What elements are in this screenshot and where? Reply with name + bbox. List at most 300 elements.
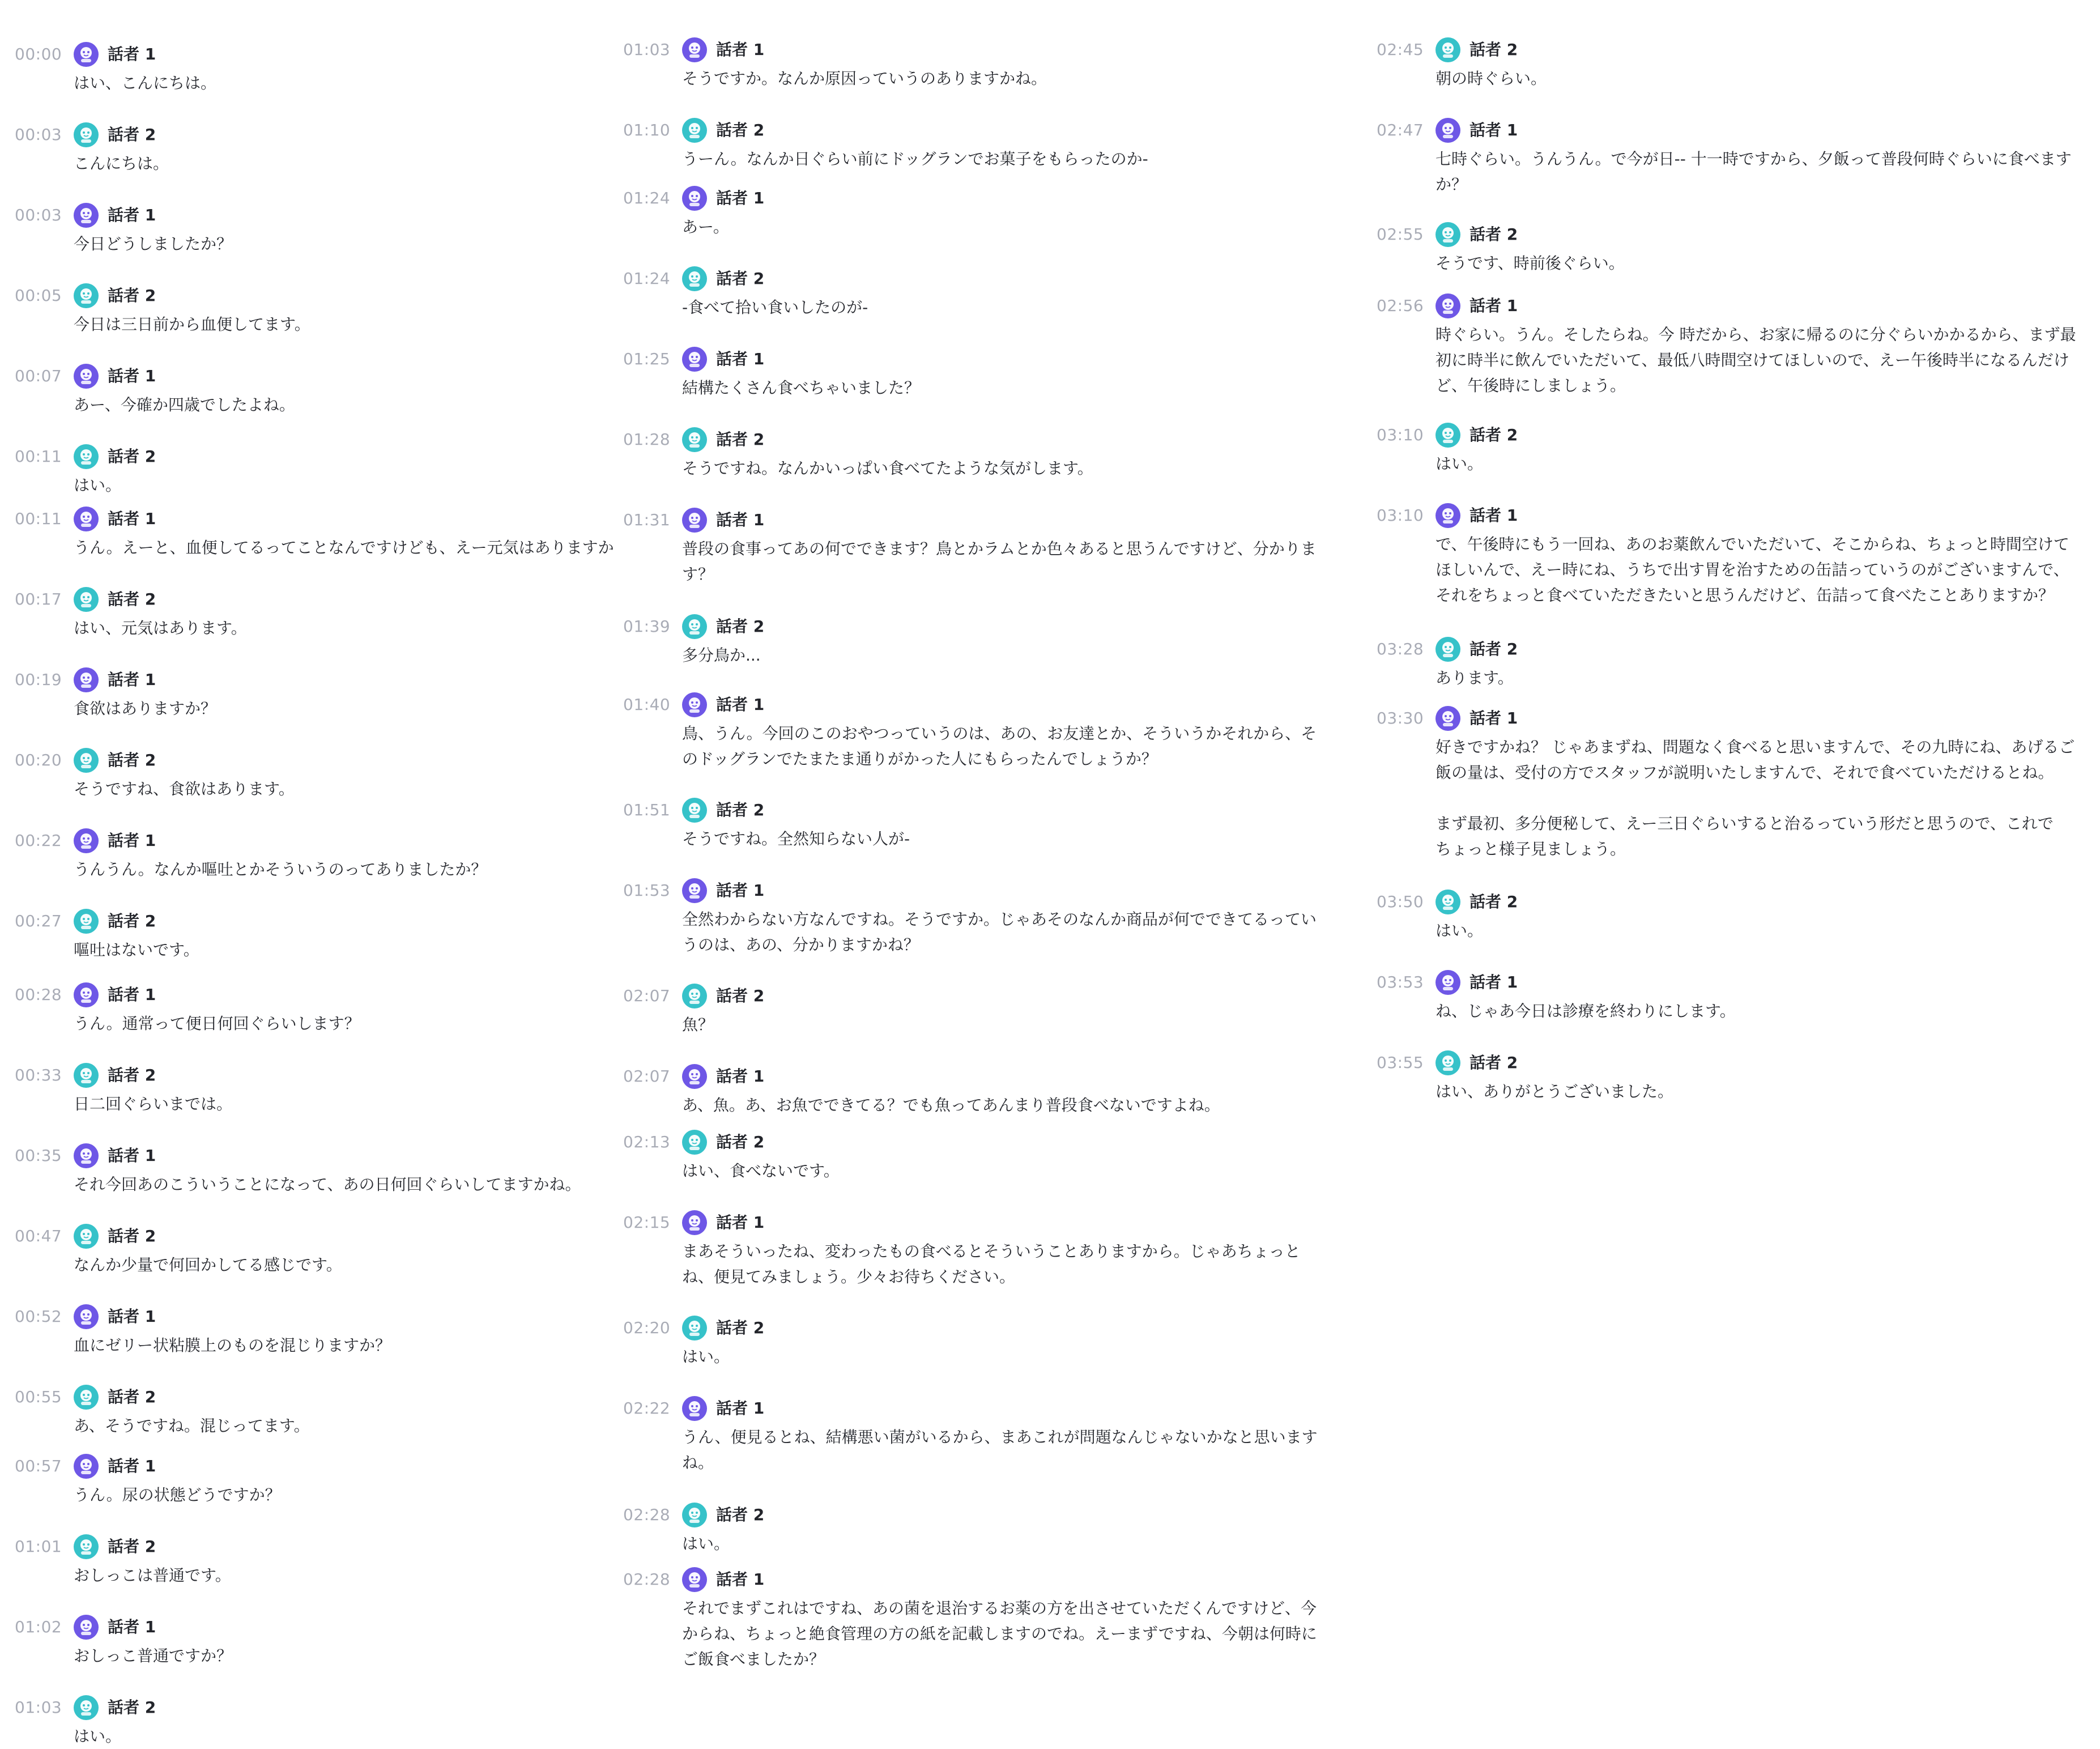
utterance-line: 全然わからない方なんですね。そうですか。じゃあそのなんか商品が何でできてるってい xyxy=(682,910,1317,929)
entry-header xyxy=(15,1059,627,1091)
timestamp[interactable]: 00:11 xyxy=(15,447,62,466)
speaker-label[interactable]: 話者 1 xyxy=(1469,121,1518,139)
speaker-label[interactable]: 話者 1 xyxy=(716,1399,765,1418)
timestamp[interactable]: 00:57 xyxy=(15,1457,62,1475)
transcript-entry[interactable] xyxy=(15,744,627,798)
timestamp[interactable]: 01:03 xyxy=(623,40,671,59)
transcript-entry[interactable] xyxy=(623,794,1320,848)
utterance-line: はい。 xyxy=(74,1727,122,1746)
speaker-label[interactable]: 話者 1 xyxy=(108,367,156,385)
speaker-label[interactable]: 話者 2 xyxy=(1469,1053,1518,1072)
speaker-label[interactable]: 話者 1 xyxy=(716,881,765,900)
transcript-entry[interactable] xyxy=(1377,114,2085,194)
entry-header xyxy=(623,1207,1320,1239)
timestamp[interactable]: 00:35 xyxy=(15,1146,62,1165)
utterance-line xyxy=(1436,785,2085,811)
speaker-label[interactable]: 話者 2 xyxy=(108,447,156,466)
utterance-line: そうですね。なんかいっぱい食べてたような気がします。 xyxy=(682,459,1093,478)
transcript-entry[interactable] xyxy=(15,825,627,879)
timestamp[interactable]: 03:30 xyxy=(1377,709,1424,727)
timestamp[interactable]: 02:22 xyxy=(623,1399,671,1418)
transcript-entry[interactable] xyxy=(15,584,627,637)
speaker-label[interactable]: 話者 1 xyxy=(716,1213,765,1232)
speaker-label[interactable]: 話者 1 xyxy=(1469,709,1518,727)
transcript-entry[interactable] xyxy=(1377,500,2085,605)
entry-header xyxy=(1377,290,2085,322)
entry-header xyxy=(15,744,627,776)
entry-header xyxy=(623,689,1320,721)
utterance-line: はい、こんにちは。 xyxy=(74,74,217,92)
speaker-label[interactable]: 話者 1 xyxy=(108,985,156,1004)
transcript-column-2 xyxy=(623,0,1320,1740)
transcript-entry[interactable] xyxy=(15,664,627,718)
entry-header xyxy=(15,979,627,1011)
transcript-entry[interactable] xyxy=(1377,1047,2085,1101)
utterance-line: それでまずこれはですね、あの菌を退治するお薬の方を出させていただくんですけど、今 xyxy=(682,1599,1317,1618)
timestamp[interactable]: 02:20 xyxy=(623,1318,671,1337)
utterance-line: か？ xyxy=(1436,175,1468,194)
speaker-label[interactable]: 話者 1 xyxy=(108,1307,156,1326)
transcript-entry[interactable] xyxy=(15,360,627,414)
timestamp[interactable]: 01:40 xyxy=(623,695,671,714)
utterance-text xyxy=(1436,250,2085,276)
speaker1-avatar-icon xyxy=(74,1615,99,1640)
transcript-entry[interactable] xyxy=(1377,703,2085,858)
utterance-text xyxy=(74,1643,627,1669)
timestamp[interactable]: 01:01 xyxy=(15,1537,62,1556)
utterance-text xyxy=(1436,322,2085,398)
transcript-entry[interactable] xyxy=(1377,967,2085,1020)
transcript-entry[interactable] xyxy=(623,611,1320,665)
entry-header xyxy=(623,1499,1320,1531)
timestamp[interactable]: 00:47 xyxy=(15,1227,62,1245)
utterance-line: 日二回ぐらいまでは。 xyxy=(74,1095,233,1113)
speaker-label[interactable]: 話者 2 xyxy=(716,617,765,636)
entry-header xyxy=(1377,967,2085,998)
speaker-label[interactable]: 話者 2 xyxy=(716,1318,765,1337)
transcript-entry[interactable] xyxy=(15,1531,627,1585)
timestamp[interactable]: 02:07 xyxy=(623,1067,671,1086)
utterance-text xyxy=(682,214,1320,240)
speaker2-avatar-icon xyxy=(74,909,99,934)
timestamp[interactable]: 00:33 xyxy=(15,1066,62,1084)
timestamp[interactable]: 02:15 xyxy=(623,1213,671,1232)
speaker-label[interactable]: 話者 1 xyxy=(716,350,765,368)
timestamp[interactable]: 01:53 xyxy=(623,881,671,900)
speaker1-avatar-icon xyxy=(682,508,707,533)
transcript-entry[interactable] xyxy=(623,182,1320,236)
utterance-line: 普段の食事ってあの何でできます？鳥とかラムとか色々あると思うんですけど、分かりま xyxy=(682,539,1317,558)
entry-header xyxy=(623,504,1320,536)
utterance-text xyxy=(74,1172,627,1197)
transcript-entry[interactable] xyxy=(623,689,1320,768)
utterance-text xyxy=(1436,1079,2085,1104)
timestamp[interactable]: 01:24 xyxy=(623,269,671,288)
utterance-line: 結構たくさん食べちゃいました？ xyxy=(682,378,921,397)
transcript-entry[interactable] xyxy=(15,1301,627,1355)
speaker1-avatar-icon xyxy=(74,203,99,228)
entry-header xyxy=(1377,114,2085,146)
entry-header xyxy=(15,584,627,615)
timestamp[interactable]: 00:19 xyxy=(15,670,62,689)
utterance-line: 血にゼリー状粘膜上のものを混じりますか？ xyxy=(74,1336,391,1355)
utterance-line: あー、今確か四歳でしたよね。 xyxy=(74,395,295,414)
transcript-entry[interactable] xyxy=(15,1692,627,1746)
speaker2-avatar-icon xyxy=(74,748,99,773)
utterance-text xyxy=(682,1595,1320,1672)
transcript-entry[interactable] xyxy=(15,979,627,1033)
utterance-text xyxy=(682,536,1320,587)
transcript-entry[interactable] xyxy=(15,280,627,334)
speaker-label[interactable]: 話者 1 xyxy=(108,1146,156,1165)
timestamp[interactable]: 02:13 xyxy=(623,1133,671,1151)
transcript-entry[interactable] xyxy=(623,1499,1320,1553)
entry-header xyxy=(623,114,1320,146)
entry-header xyxy=(623,34,1320,66)
transcript-entry[interactable] xyxy=(623,424,1320,478)
entry-header xyxy=(623,875,1320,907)
speaker-label[interactable]: 話者 2 xyxy=(716,1505,765,1524)
timestamp[interactable]: 02:45 xyxy=(1377,40,1424,59)
utterance-line: 食欲はありますか？ xyxy=(74,699,217,718)
speaker2-avatar-icon xyxy=(682,798,707,823)
timestamp[interactable]: 00:11 xyxy=(15,509,62,528)
transcript-entry[interactable] xyxy=(15,119,627,173)
utterance-text xyxy=(1436,531,2085,608)
transcript-entry[interactable] xyxy=(15,905,627,959)
entry-header xyxy=(15,1692,627,1724)
utterance-line: なんか少量で何回かしてる感じです。 xyxy=(74,1256,342,1274)
utterance-text xyxy=(74,1482,627,1508)
transcript-column-1 xyxy=(15,0,627,1746)
speaker2-avatar-icon xyxy=(74,1534,99,1559)
timestamp[interactable]: 02:07 xyxy=(623,986,671,1005)
entry-header xyxy=(623,1061,1320,1092)
transcript-entry[interactable] xyxy=(1377,34,2085,88)
utterance-text xyxy=(682,375,1320,401)
transcript-entry[interactable] xyxy=(15,199,627,253)
timestamp[interactable]: 00:55 xyxy=(15,1388,62,1406)
speaker-label[interactable]: 話者 1 xyxy=(716,1067,765,1086)
utterance-line: それをちょっと食べていただきたいと思うんだけど、缶詰って食べたことありますか？ xyxy=(1436,586,2055,605)
speaker1-avatar-icon xyxy=(1436,503,1460,528)
utterance-line: うん、便見るとね、結構悪い菌がいるから、まあこれが問題なんじゃないかなと思います xyxy=(682,1428,1318,1446)
speaker-label[interactable]: 話者 2 xyxy=(108,1066,156,1084)
speaker-label[interactable]: 話者 2 xyxy=(108,1537,156,1556)
speaker-label[interactable]: 話者 1 xyxy=(1469,296,1518,315)
entry-header xyxy=(623,794,1320,826)
utterance-line: 七時ぐらい。うんうん。で今が日-- 十一時ですから、夕飯って普段何時ぐらいに食べます xyxy=(1436,150,2072,168)
transcript-entry[interactable] xyxy=(15,503,627,557)
utterance-line: そうですか。なんか原因っていうのありますかね。 xyxy=(682,69,1047,88)
speaker2-avatar-icon xyxy=(74,587,99,612)
speaker1-avatar-icon xyxy=(682,1567,707,1592)
timestamp[interactable]: 03:53 xyxy=(1377,973,1424,991)
transcript-entry[interactable] xyxy=(15,441,627,495)
speaker-label[interactable]: 話者 1 xyxy=(716,510,765,529)
speaker-label[interactable]: 話者 1 xyxy=(1469,506,1518,525)
utterance-text xyxy=(682,826,1320,852)
timestamp[interactable]: 00:03 xyxy=(15,206,62,224)
entry-header xyxy=(15,503,627,535)
timestamp[interactable]: 00:22 xyxy=(15,831,62,850)
utterance-line: ね、便見てみましょう。少々お待ちください。 xyxy=(682,1267,1016,1286)
speaker-label[interactable]: 話者 1 xyxy=(108,1618,156,1636)
transcript-entry[interactable] xyxy=(623,263,1320,317)
utterance-text xyxy=(74,937,627,963)
utterance-line: ご飯食べましたか？ xyxy=(682,1650,825,1669)
timestamp[interactable]: 00:28 xyxy=(15,985,62,1004)
utterance-line: はい。 xyxy=(74,476,122,495)
transcript-entry[interactable] xyxy=(623,343,1320,397)
timestamp[interactable]: 00:03 xyxy=(15,125,62,144)
speaker-label[interactable]: 話者 1 xyxy=(108,670,156,689)
transcript-entry[interactable] xyxy=(1377,219,2085,273)
timestamp[interactable]: 00:07 xyxy=(15,367,62,385)
timestamp[interactable]: 01:31 xyxy=(623,510,671,529)
speaker-label[interactable]: 話者 1 xyxy=(108,509,156,528)
speaker-label[interactable]: 話者 1 xyxy=(108,831,156,850)
timestamp[interactable]: 01:25 xyxy=(623,350,671,368)
entry-header xyxy=(15,119,627,151)
speaker2-avatar-icon xyxy=(1436,423,1460,448)
transcript-entry[interactable] xyxy=(1377,633,2085,687)
utterance-text xyxy=(74,857,627,882)
utterance-line: 今日どうしましたか？ xyxy=(74,235,233,253)
entry-header xyxy=(15,360,627,392)
timestamp[interactable]: 02:47 xyxy=(1377,121,1424,139)
utterance-line: まず最初、多分便秘して、えー三日ぐらいすると治るっていう形だと思うので、これで xyxy=(1436,814,2054,833)
utterance-line: 今日は三日前から血便してます。 xyxy=(74,315,310,334)
entry-header xyxy=(15,1450,627,1482)
timestamp[interactable]: 00:00 xyxy=(15,45,62,63)
utterance-line: うん。えーと、血便してるってことなんですけども、えー元気はありますか xyxy=(74,538,614,557)
entry-header xyxy=(1377,500,2085,531)
timestamp[interactable]: 01:10 xyxy=(623,121,671,139)
speaker-label[interactable]: 話者 2 xyxy=(108,125,156,144)
utterance-line: そうですね、食欲はあります。 xyxy=(74,780,295,798)
utterance-line: 嘔吐はないです。 xyxy=(74,941,199,959)
entry-header xyxy=(15,1531,627,1563)
transcript-entry[interactable] xyxy=(15,1140,627,1194)
entry-header xyxy=(15,905,627,937)
timestamp[interactable]: 02:28 xyxy=(623,1570,671,1589)
entry-header xyxy=(1377,1047,2085,1079)
speaker2-avatar-icon xyxy=(74,1224,99,1249)
transcript-entry[interactable] xyxy=(623,1126,1320,1180)
entry-header xyxy=(623,1564,1320,1595)
speaker-label[interactable]: 話者 2 xyxy=(1469,40,1518,59)
timestamp[interactable]: 01:24 xyxy=(623,189,671,207)
utterance-text xyxy=(1436,66,2085,91)
transcript-entry[interactable] xyxy=(15,1611,627,1665)
timestamp[interactable]: 03:10 xyxy=(1377,506,1424,525)
transcript-column-3 xyxy=(1377,0,2085,1740)
utterance-text xyxy=(74,776,627,802)
timestamp[interactable]: 00:17 xyxy=(15,590,62,608)
speaker-label[interactable]: 話者 2 xyxy=(716,430,765,449)
entry-header xyxy=(1377,703,2085,734)
speaker-label[interactable]: 話者 1 xyxy=(108,206,156,224)
transcript-entry[interactable] xyxy=(623,980,1320,1034)
speaker2-avatar-icon xyxy=(1436,890,1460,914)
speaker-label[interactable]: 話者 1 xyxy=(716,189,765,207)
transcript-entry[interactable] xyxy=(1377,886,2085,940)
speaker-label[interactable]: 話者 2 xyxy=(716,269,765,288)
speaker-label[interactable]: 話者 2 xyxy=(108,912,156,930)
utterance-text xyxy=(1436,146,2085,197)
transcript-entry[interactable] xyxy=(623,34,1320,88)
speaker1-avatar-icon xyxy=(682,186,707,211)
speaker-label[interactable]: 話者 1 xyxy=(108,1457,156,1475)
transcript-entry[interactable] xyxy=(623,504,1320,584)
speaker-label[interactable]: 話者 1 xyxy=(1469,973,1518,991)
utterance-text xyxy=(74,696,627,721)
speaker1-avatar-icon xyxy=(1436,706,1460,731)
transcript-entry[interactable] xyxy=(623,1207,1320,1286)
speaker2-avatar-icon xyxy=(1436,637,1460,662)
speaker-label[interactable]: 話者 2 xyxy=(1469,225,1518,244)
speaker2-avatar-icon xyxy=(682,984,707,1008)
utterance-line: -食べて拾い食いしたのが- xyxy=(682,298,868,317)
utterance-text xyxy=(74,231,627,257)
utterance-line: 多分鳥か... xyxy=(682,646,761,665)
timestamp[interactable]: 03:28 xyxy=(1377,640,1424,658)
timestamp[interactable]: 00:27 xyxy=(15,912,62,930)
utterance-line: うん。通常って便日何回ぐらいします？ xyxy=(74,1014,360,1033)
utterance-text xyxy=(682,642,1320,668)
timestamp[interactable]: 01:39 xyxy=(623,617,671,636)
timestamp[interactable]: 02:56 xyxy=(1377,296,1424,315)
speaker-label[interactable]: 話者 2 xyxy=(716,121,765,139)
speaker2-avatar-icon xyxy=(74,444,99,469)
utterance-line: まあそういったね、変わったもの食べるとそういうことありますから。じゃあちょっと xyxy=(682,1242,1301,1261)
transcript-entry[interactable] xyxy=(623,1564,1320,1669)
utterance-line: はい、元気はあります。 xyxy=(74,619,247,637)
utterance-text xyxy=(74,70,627,96)
speaker-label[interactable]: 話者 2 xyxy=(108,1388,156,1406)
entry-header xyxy=(15,1611,627,1643)
speaker1-avatar-icon xyxy=(682,1064,707,1089)
speaker1-avatar-icon xyxy=(74,982,99,1007)
speaker-label[interactable]: 話者 2 xyxy=(108,286,156,305)
speaker-label[interactable]: 話者 1 xyxy=(108,45,156,63)
speaker-label[interactable]: 話者 2 xyxy=(1469,892,1518,911)
utterance-line: 魚？ xyxy=(682,1015,714,1034)
speaker1-avatar-icon xyxy=(74,1304,99,1329)
utterance-text xyxy=(74,615,627,641)
entry-header xyxy=(623,980,1320,1012)
utterance-line: はい。 xyxy=(682,1347,730,1366)
timestamp[interactable]: 03:10 xyxy=(1377,425,1424,444)
speaker2-avatar-icon xyxy=(682,118,707,143)
speaker-label[interactable]: 話者 2 xyxy=(108,590,156,608)
transcript-entry[interactable] xyxy=(623,114,1320,168)
utterance-line: で、午後時にもう一回ね、あのお薬飲んでいただいて、そこからね、ちょっと時間空けて xyxy=(1436,535,2069,554)
speaker1-avatar-icon xyxy=(74,1454,99,1479)
utterance-text xyxy=(682,66,1320,91)
transcript-entry[interactable] xyxy=(15,1059,627,1113)
timestamp[interactable]: 02:55 xyxy=(1377,225,1424,244)
timestamp[interactable]: 00:05 xyxy=(15,286,62,305)
utterance-line: す？ xyxy=(682,565,714,584)
transcript-entry[interactable] xyxy=(15,1220,627,1274)
speaker-label[interactable]: 話者 2 xyxy=(108,1227,156,1245)
speaker-label[interactable]: 話者 2 xyxy=(108,751,156,769)
transcript-entry[interactable] xyxy=(623,1393,1320,1472)
timestamp[interactable]: 01:02 xyxy=(15,1618,62,1636)
utterance-line: あ、そうですね。混じってます。 xyxy=(74,1416,310,1435)
timestamp[interactable]: 00:20 xyxy=(15,751,62,769)
timestamp[interactable]: 01:28 xyxy=(623,430,671,449)
utterance-line: おしっこは普通です。 xyxy=(74,1566,231,1585)
speaker-label[interactable]: 話者 2 xyxy=(716,1133,765,1151)
transcript-entry[interactable] xyxy=(15,39,627,92)
transcript-entry[interactable] xyxy=(623,875,1320,954)
utterance-line: おしっこ普通ですか？ xyxy=(74,1646,233,1665)
speaker1-avatar-icon xyxy=(74,507,99,531)
speaker-label[interactable]: 話者 2 xyxy=(1469,425,1518,444)
speaker-label[interactable]: 話者 1 xyxy=(716,695,765,714)
utterance-text xyxy=(682,1239,1320,1290)
entry-header xyxy=(623,1126,1320,1158)
speaker1-avatar-icon xyxy=(1436,293,1460,318)
speaker-label[interactable]: 話者 2 xyxy=(108,1698,156,1717)
utterance-text xyxy=(1436,998,2085,1024)
entry-header xyxy=(623,182,1320,214)
utterance-line: あります。 xyxy=(1436,669,1514,687)
utterance-text xyxy=(74,1333,627,1358)
speaker1-avatar-icon xyxy=(1436,118,1460,143)
utterance-text xyxy=(74,535,627,560)
utterance-text xyxy=(682,146,1320,172)
timestamp[interactable]: 03:55 xyxy=(1377,1053,1424,1072)
speaker2-avatar-icon xyxy=(74,122,99,147)
utterance-line: はい。 xyxy=(682,1534,730,1553)
speaker2-avatar-icon xyxy=(1436,37,1460,62)
transcript-entry[interactable] xyxy=(623,1312,1320,1366)
utterance-line: そうです、時前後ぐらい。 xyxy=(1436,254,1625,273)
speaker-label[interactable]: 話者 1 xyxy=(716,40,765,59)
transcript-entry[interactable] xyxy=(15,1450,627,1504)
utterance-line: ね、じゃあ今日は診療を終わりにします。 xyxy=(1436,1002,1736,1020)
speaker2-avatar-icon xyxy=(1436,222,1460,247)
speaker-label[interactable]: 話者 2 xyxy=(1469,640,1518,658)
entry-header xyxy=(623,263,1320,295)
transcript-entry[interactable] xyxy=(1377,419,2085,473)
speaker1-avatar-icon xyxy=(682,692,707,717)
utterance-line: ほしいんで、えー時にね、うちで出す胃を治すための缶詰っていうのがございますんで、 xyxy=(1436,560,2069,579)
speaker-label[interactable]: 話者 2 xyxy=(716,801,765,819)
transcript-entry[interactable] xyxy=(1377,290,2085,395)
speaker-label[interactable]: 話者 1 xyxy=(716,1570,765,1589)
utterance-line: あ、魚。あ、お魚でできてる？でも魚ってあんまり普段食べないですよね。 xyxy=(682,1096,1220,1114)
timestamp[interactable]: 03:50 xyxy=(1377,892,1424,911)
utterance-line: それ今回あのこういうことになって、あの日何回ぐらいしてますかね。 xyxy=(74,1175,581,1194)
timestamp[interactable]: 02:28 xyxy=(623,1505,671,1524)
timestamp[interactable]: 01:51 xyxy=(623,801,671,819)
entry-header xyxy=(15,280,627,312)
timestamp[interactable]: 00:52 xyxy=(15,1307,62,1326)
transcript-entry[interactable] xyxy=(623,1061,1320,1114)
utterance-text xyxy=(1436,665,2085,691)
speaker2-avatar-icon xyxy=(682,614,707,639)
timestamp[interactable]: 01:03 xyxy=(15,1698,62,1717)
utterance-line: あー。 xyxy=(682,218,729,236)
speaker-label[interactable]: 話者 2 xyxy=(716,986,765,1005)
utterance-text xyxy=(682,1012,1320,1037)
transcript-entry[interactable] xyxy=(15,1381,627,1435)
